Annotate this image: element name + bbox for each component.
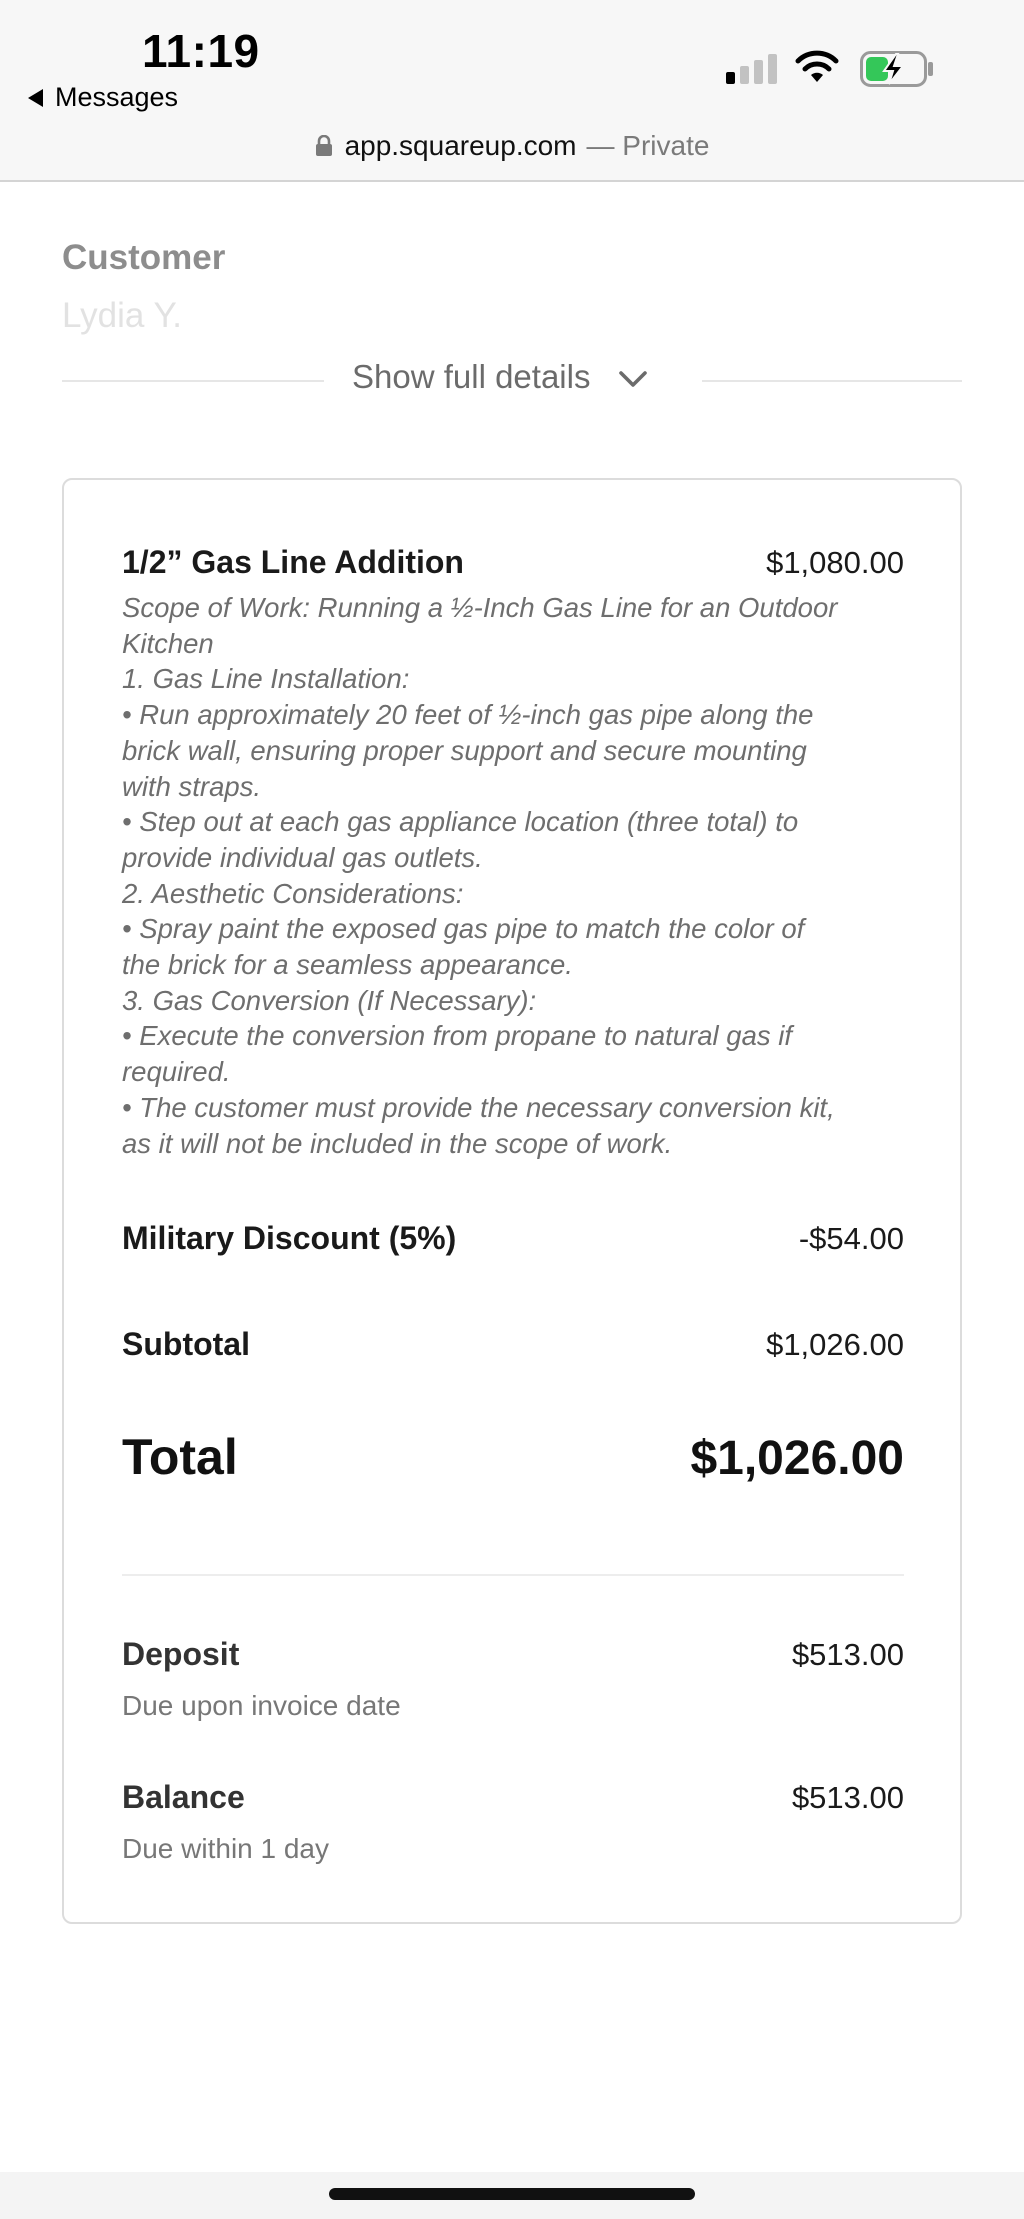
back-triangle-icon bbox=[28, 89, 43, 107]
subtotal-row bbox=[122, 1326, 904, 1363]
balance-label: Balance bbox=[122, 1779, 245, 1815]
status-time: 11:19 bbox=[142, 25, 260, 77]
description-line: provide individual gas outlets. bbox=[122, 841, 483, 873]
lock-icon bbox=[315, 135, 333, 157]
subtotal-label: Subtotal bbox=[122, 1326, 250, 1362]
home-indicator[interactable] bbox=[329, 2188, 695, 2200]
show-full-details-button[interactable] bbox=[352, 358, 648, 396]
description-line: Kitchen bbox=[122, 627, 214, 659]
description-line: with straps. bbox=[122, 770, 262, 802]
wifi-icon bbox=[794, 48, 840, 84]
invoice-card bbox=[62, 478, 962, 1924]
back-link-label: Messages bbox=[55, 82, 179, 112]
description-line: required. bbox=[122, 1056, 231, 1088]
url-host: app.squareup.com bbox=[344, 130, 577, 161]
deposit-row bbox=[122, 1636, 904, 1673]
discount-label: Military Discount (5%) bbox=[122, 1220, 457, 1256]
description-line: • Step out at each gas appliance location (three total) to bbox=[122, 806, 799, 838]
description-line: 1. Gas Line Installation: bbox=[122, 663, 410, 695]
subtotal-value: $1,026.00 bbox=[766, 1327, 904, 1362]
total-label: Total bbox=[122, 1429, 238, 1485]
line-item-title: 1/2” Gas Line Addition bbox=[122, 544, 464, 580]
line-item-header bbox=[122, 544, 904, 581]
deposit-value: $513.00 bbox=[791, 1637, 904, 1672]
divider-left bbox=[62, 380, 324, 382]
description-line: Scope of Work: Running a ½-Inch Gas Line for an Outdoor bbox=[122, 592, 838, 623]
chevron-down-icon bbox=[618, 369, 648, 389]
battery-charging-icon bbox=[860, 51, 934, 87]
private-mode-label: — Private bbox=[586, 130, 710, 161]
customer-label: Customer bbox=[62, 238, 226, 277]
description-line: 2. Aesthetic Considerations: bbox=[122, 877, 464, 909]
total-value: $1,026.00 bbox=[690, 1432, 904, 1485]
address-bar[interactable] bbox=[0, 128, 1024, 164]
line-item-description bbox=[122, 590, 912, 1161]
total-row bbox=[122, 1428, 904, 1486]
description-line: brick wall, ensuring proper support and secure mounting bbox=[122, 734, 807, 766]
discount-row bbox=[122, 1220, 904, 1257]
description-line: • Execute the conversion from propane to natural gas if bbox=[122, 1020, 793, 1052]
description-line: • Run approximately 20 feet of ½-inch gas pipe along the bbox=[122, 699, 814, 731]
description-line: • Spray paint the exposed gas pipe to match the color of bbox=[122, 913, 805, 945]
line-item-price: $1,080.00 bbox=[766, 545, 904, 580]
description-line: the brick for a seamless appearance. bbox=[122, 949, 573, 981]
description-line: 3. Gas Conversion (If Necessary): bbox=[122, 984, 537, 1016]
discount-value: -$54.00 bbox=[798, 1221, 904, 1256]
show-details-row bbox=[62, 356, 962, 404]
section-divider bbox=[122, 1574, 904, 1576]
divider-right bbox=[702, 380, 962, 382]
balance-row bbox=[122, 1779, 904, 1816]
balance-due-text: Due within 1 day bbox=[122, 1833, 330, 1864]
deposit-due-text: Due upon invoice date bbox=[122, 1690, 401, 1721]
deposit-label: Deposit bbox=[122, 1636, 240, 1672]
balance-value: $513.00 bbox=[791, 1780, 904, 1815]
cellular-signal-icon bbox=[726, 54, 777, 84]
status-bar bbox=[0, 0, 1024, 182]
description-line: • The customer must provide the necessary conversion kit, bbox=[122, 1091, 835, 1123]
back-to-messages-link[interactable] bbox=[28, 82, 178, 113]
show-full-details-label: Show full details bbox=[352, 358, 591, 395]
customer-name: Lydia Y. bbox=[62, 296, 183, 335]
description-line: as it will not be included in the scope of work. bbox=[122, 1127, 673, 1159]
